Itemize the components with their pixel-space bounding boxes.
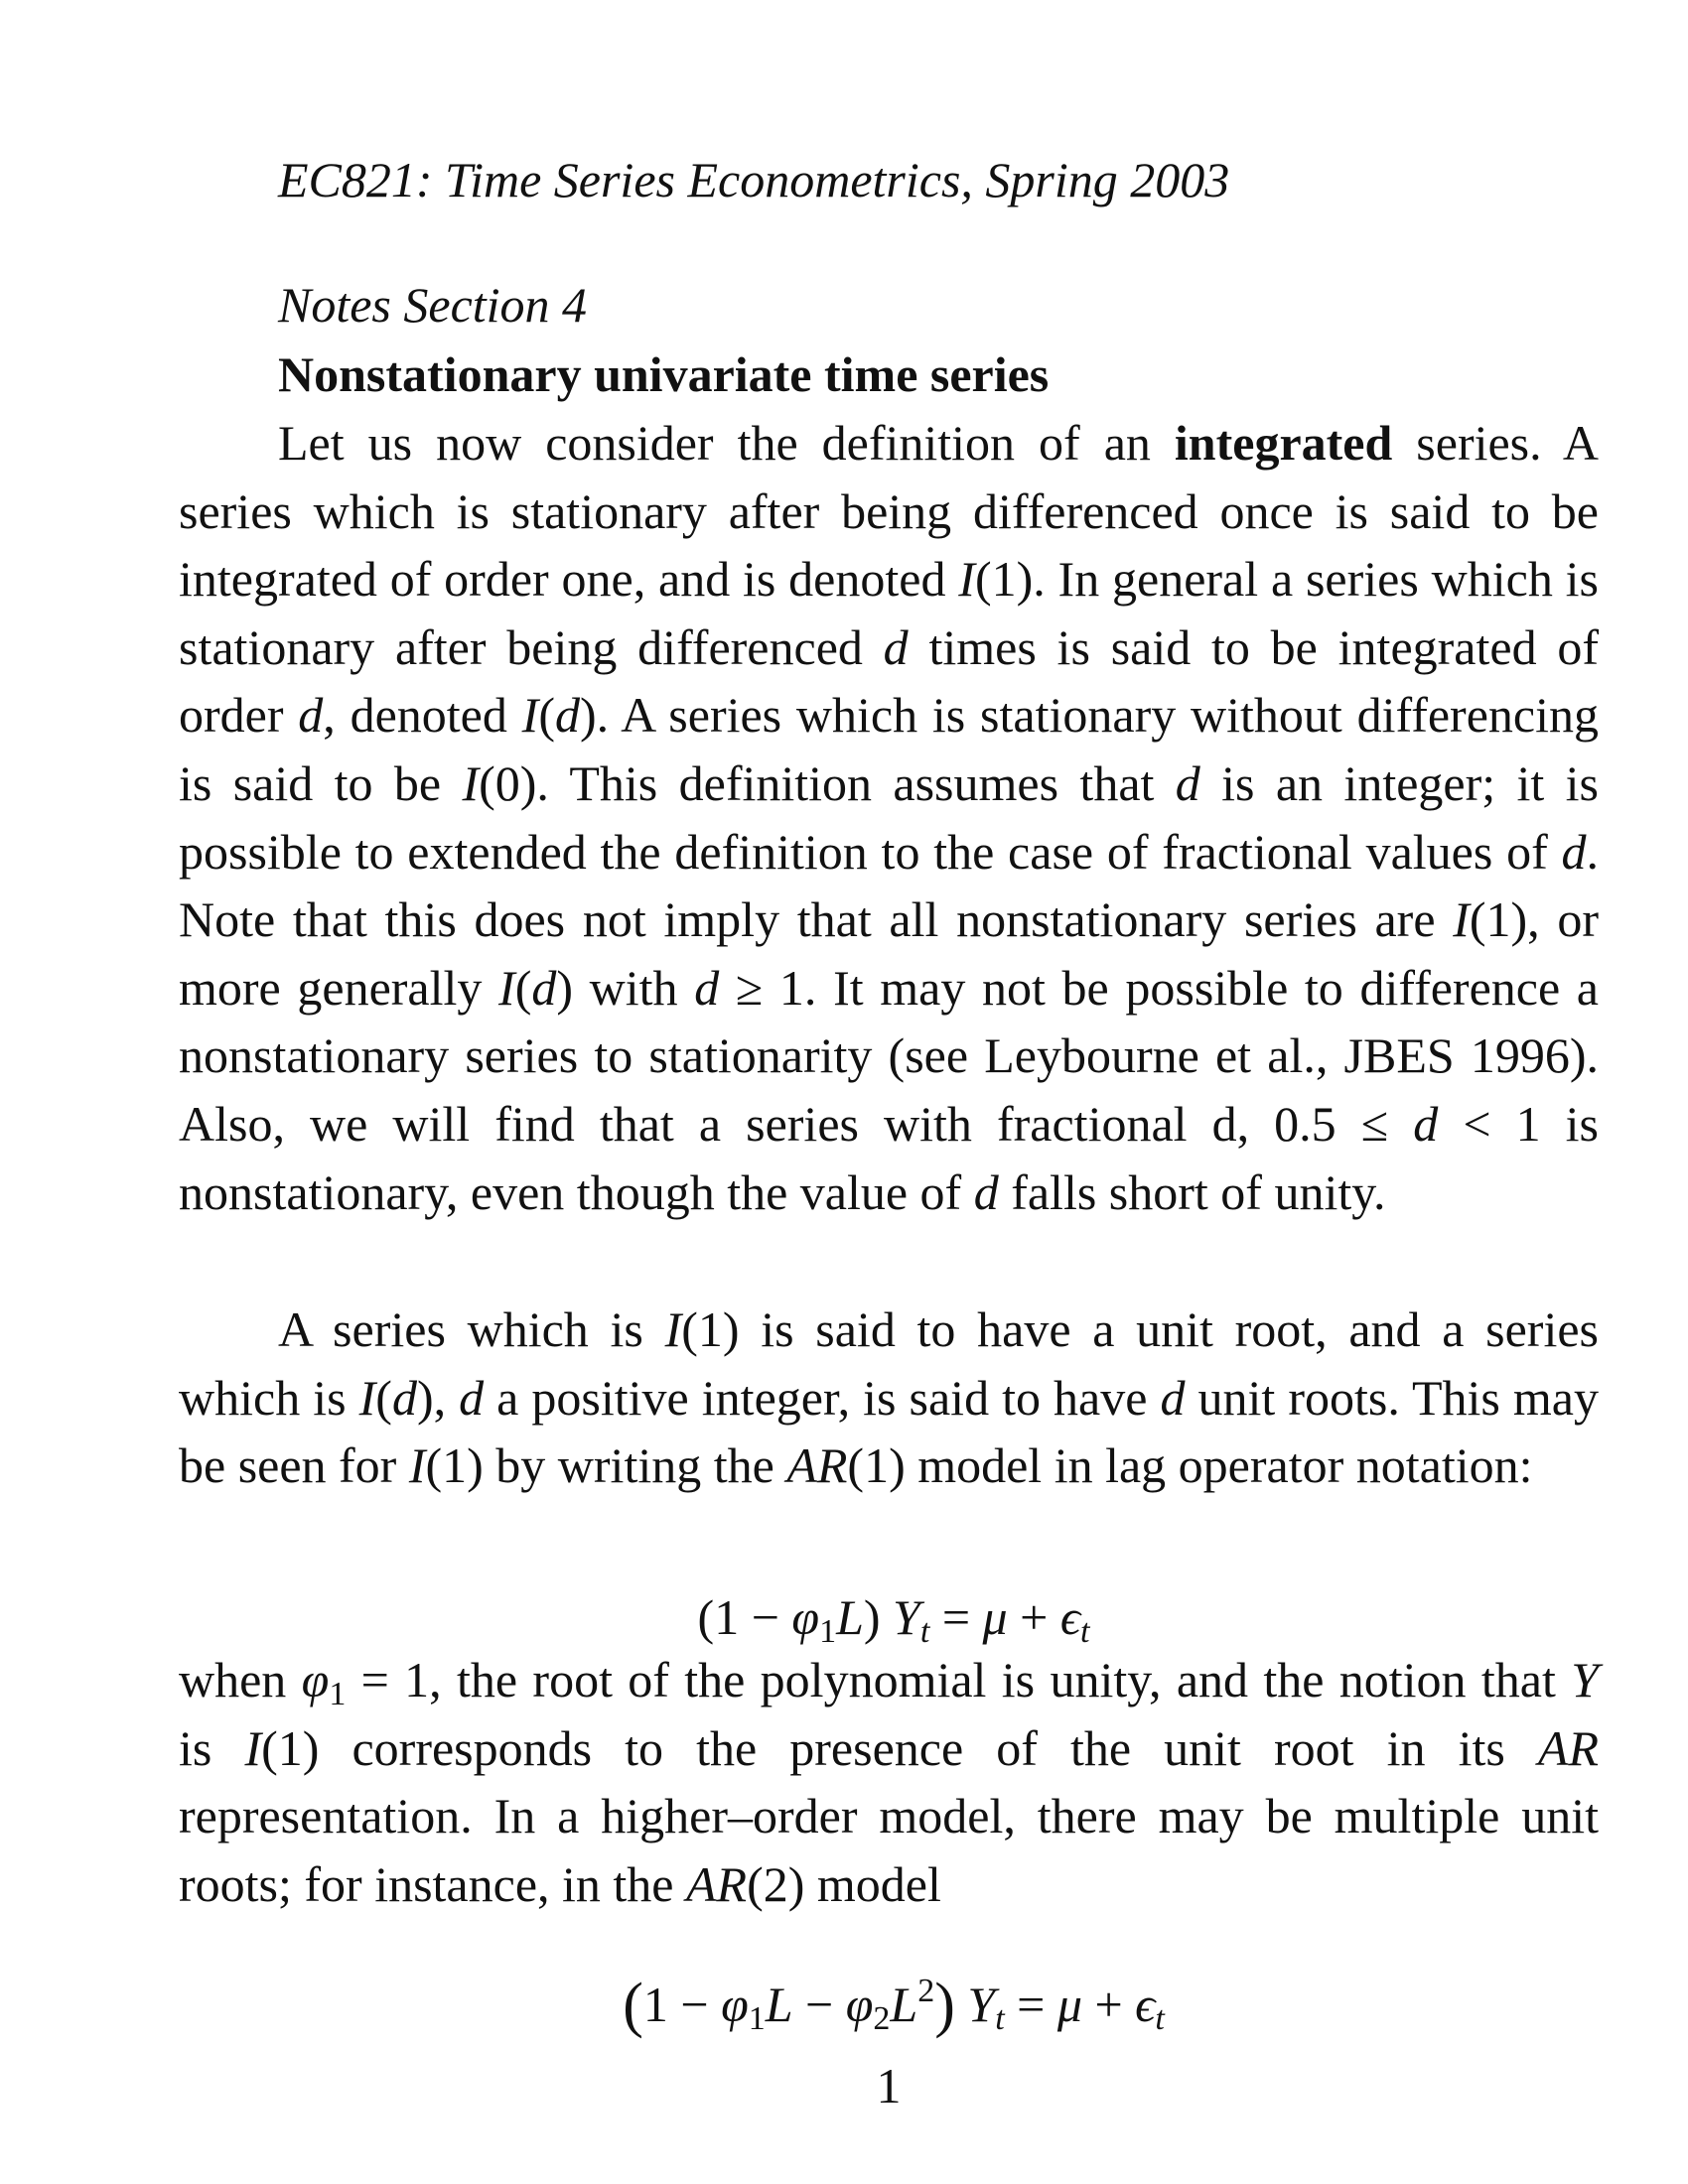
section-title: Nonstationary univariate time series: [278, 346, 1050, 402]
paragraph-integrated-definition: Let us now consider the definition of an integrated series. A series which is stationary after being differenced once is said to be integrated of order one, and is denoted I(1). In general a series which is stationary after being differenced d times is said to be integrated of order d, denoted I(d). A series which is stationary without differencing is said to be I(0). This definition assumes that d is an integer; it is possible to extended the definition to the case of fractional values of d. Note that this does not imply that all nonstationary series are I(1), or more generally I(d) with d ≥ 1. It may not be possible to difference a nonstationary series to stationarity (see Leybourne et al., JBES 1996). Also, we will find that a series with fractional d, 0.5 ≤ d < 1 is nonstationary, even though the value of d falls short of unity.: [179, 415, 1600, 1220]
page-number: 1: [876, 2058, 902, 2114]
paragraph-ar-representation: when $\varphi_1 = 1$, the root of the polynomial is unity, and the notion that Y is I(1) corresponds to the presence of the unit root in its AR representation. In a higher–order model, there may be multiple unit roots; for instance, in the AR(2) model: [179, 1652, 1599, 1912]
notes-section-label: Notes Section 4: [278, 277, 588, 333]
equation-ar2: $(1 - \varphi_1L - \varphi_2L^2)$ $Y_t = \mu + \epsilon_t$: [623, 1972, 1165, 2039]
equation-ar1: $(1 - \varphi_1L)$ $Y_t = \mu + \epsilon_t$: [697, 1589, 1090, 1650]
course-title: EC821: Time Series Econometrics, Spring 2003: [278, 152, 1230, 207]
paragraph-unit-root: A series which is I(1) is said to have a unit root, and a series which is I(d), d a positive integer, is said to have d unit roots. This may be seen for I(1) by writing the AR(1) model in lag operator notation:: [179, 1301, 1599, 1494]
